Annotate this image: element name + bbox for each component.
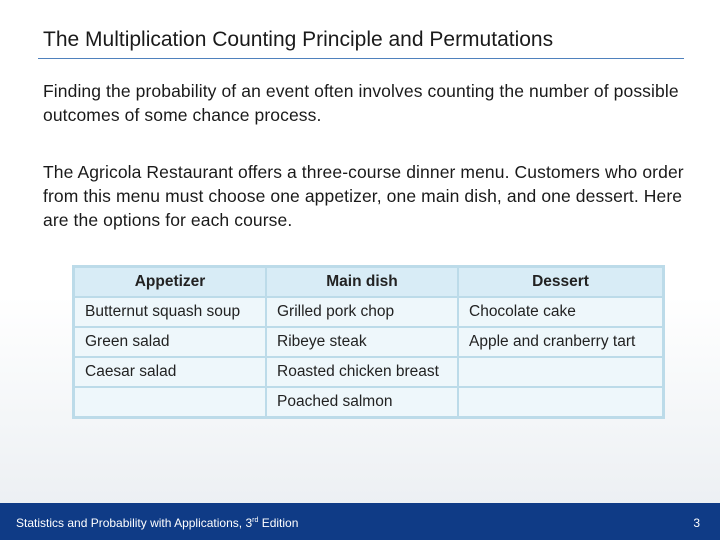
table-cell: Roasted chicken breast [266,357,458,387]
page-number: 3 [693,516,700,530]
header-appetizer: Appetizer [74,267,267,298]
table-cell: Green salad [74,327,267,357]
table-header-row [74,267,664,298]
restaurant-paragraph: The Agricola Restaurant offers a three-course dinner menu. Customers who order from this menu must choose one appetizer, one main dish, and one dessert. Here are the options for each course. [43,162,684,230]
table-cell: Apple and cranberry tart [458,327,664,357]
table-row [74,357,664,387]
table-cell [74,387,267,418]
table-cell [458,387,664,418]
intro-paragraph: Finding the probability of an event often involves counting the number of possible outcomes of some chance process. [43,81,679,125]
header-main-dish: Main dish [266,267,458,298]
table-row [74,297,664,327]
footer-bar [0,503,720,540]
table-cell: Ribeye steak [266,327,458,357]
footer-superscript: rd [252,517,259,524]
footer-text-edition: Edition [258,516,299,530]
slide-title: The Multiplication Counting Principle and Permutations [43,28,554,51]
table-cell: Poached salmon [266,387,458,418]
table-row [74,327,664,357]
footer-book-title [16,516,298,530]
menu-options-table [72,265,665,419]
table-cell: Butternut squash soup [74,297,267,327]
table-cell: Caesar salad [74,357,267,387]
table-cell: Grilled pork chop [266,297,458,327]
title-divider [38,58,684,59]
table-cell [458,357,664,387]
header-dessert: Dessert [458,267,664,298]
footer-text-main: Statistics and Probability with Applications, 3 [16,516,253,530]
table-row [74,387,664,418]
table-cell: Chocolate cake [458,297,664,327]
